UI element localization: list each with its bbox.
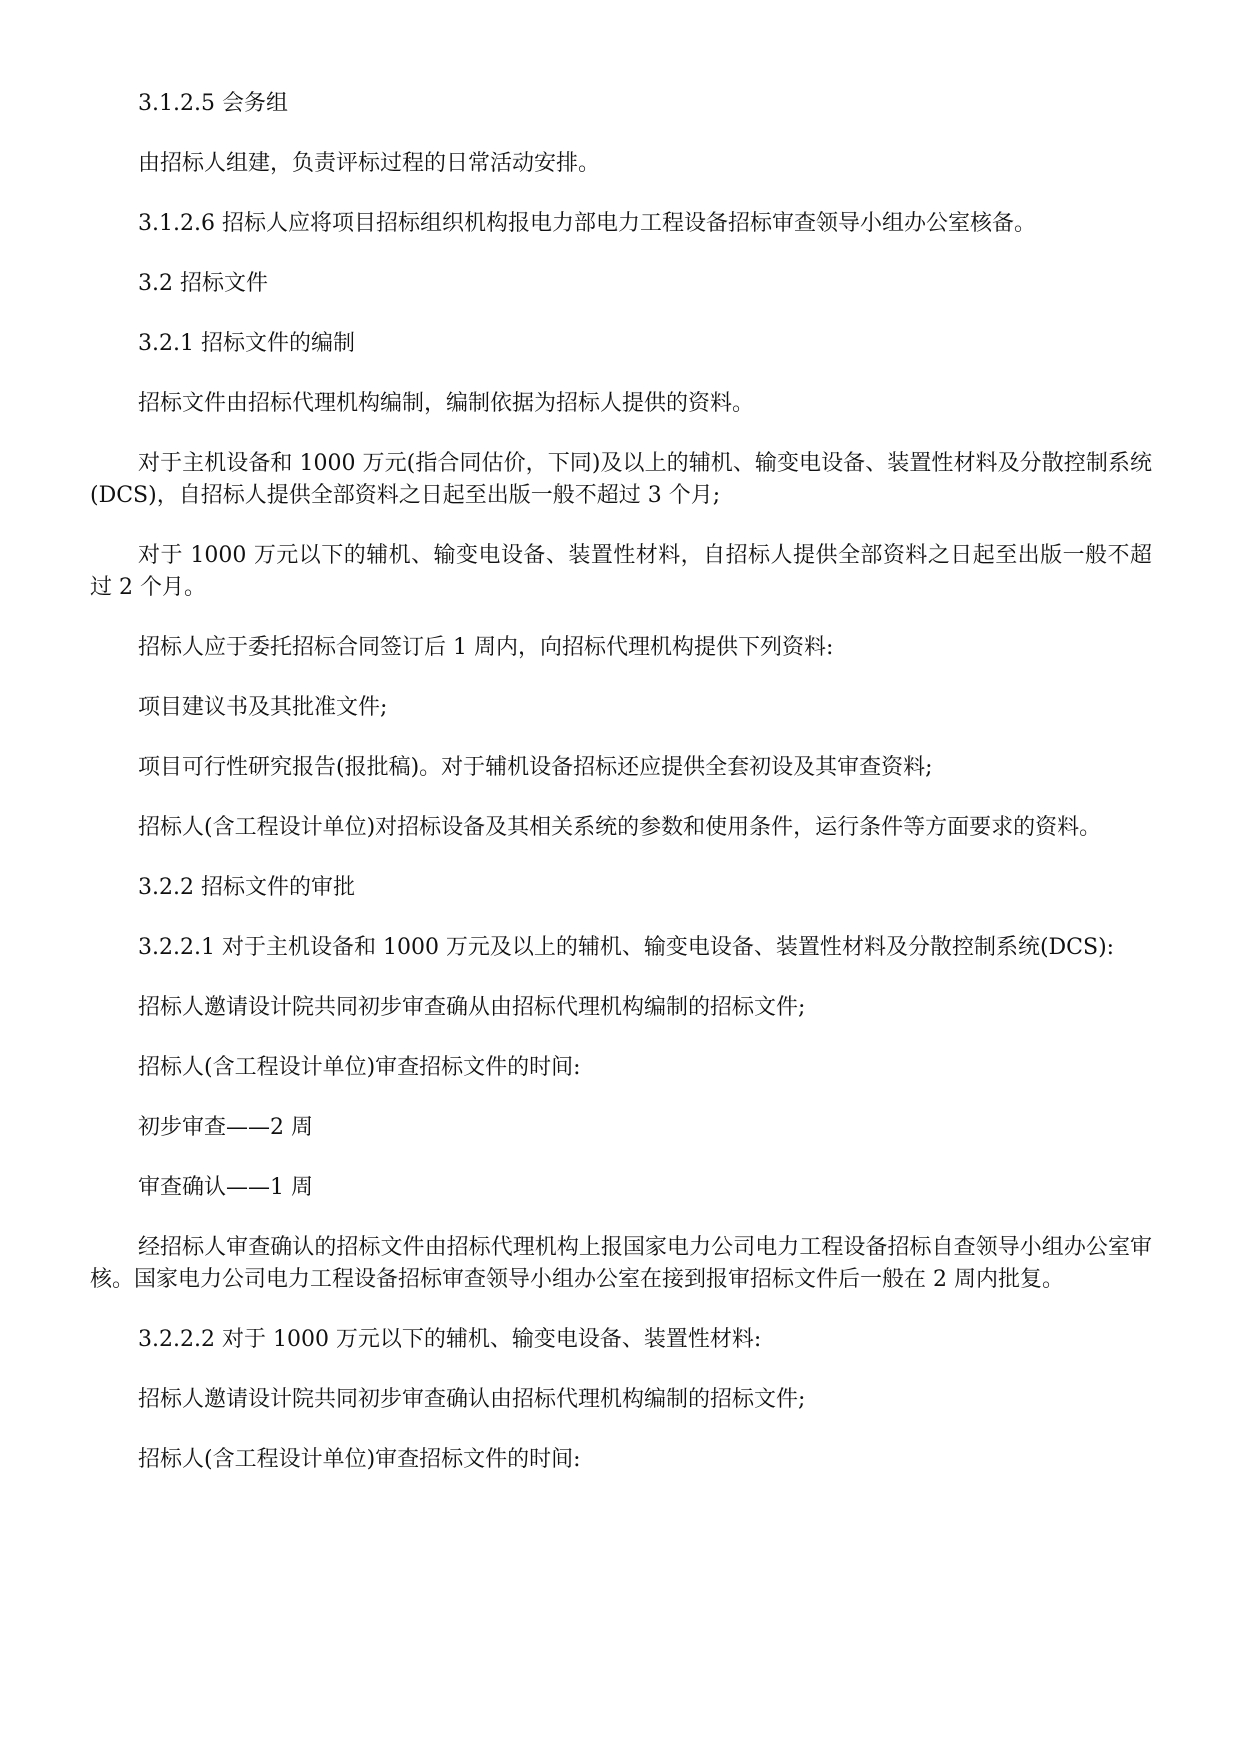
section-heading-3-1-2-5: 3.1.2.5 会务组: [138, 91, 288, 116]
list-item: 审查确认——1 周: [138, 1175, 313, 1200]
section-paragraph-3-2-2-1: 3.2.2.1 对于主机设备和 1000 万元及以上的辅机、输变电设备、装置性材料及分散控制系统(DCS):: [138, 935, 1115, 960]
section-heading-3-2: 3.2 招标文件: [138, 271, 268, 296]
paragraph: 招标人(含工程设计单位)审查招标文件的时间:: [138, 1447, 581, 1472]
paragraph: 对于 1000 万元以下的辅机、输变电设备、装置性材料，自招标人提供全部资料之日起至出版一般不超过 2 个月。: [90, 543, 1152, 600]
section-paragraph-3-1-2-6: 3.1.2.6 招标人应将项目招标组织机构报电力部电力工程设备招标审查领导小组办公室核备。: [138, 211, 1036, 236]
paragraph: 招标人应于委托招标合同签订后 1 周内，向招标代理机构提供下列资料:: [138, 635, 834, 660]
paragraph: 对于主机设备和 1000 万元(指合同估价，下同)及以上的辅机、输变电设备、装置性材料及分散控制系统(DCS)，自招标人提供全部资料之日起至出版一般不超过 3 个月;: [90, 451, 1152, 508]
list-item: 项目建议书及其批准文件;: [138, 695, 388, 720]
paragraph: 由招标人组建，负责评标过程的日常活动安排。: [138, 151, 601, 176]
list-item: 项目可行性研究报告(报批稿)。对于辅机设备招标还应提供全套初设及其审查资料;: [138, 755, 933, 780]
paragraph: 招标人(含工程设计单位)审查招标文件的时间:: [138, 1055, 581, 1080]
paragraph: 招标人邀请设计院共同初步审查确从由招标代理机构编制的招标文件;: [138, 995, 806, 1020]
paragraph: 经招标人审查确认的招标文件由招标代理机构上报国家电力公司电力工程设备招标自查领导小组办公室审核。国家电力公司电力工程设备招标审查领导小组办公室在接到报审招标文件后一般在 2 周内批复。: [90, 1235, 1152, 1292]
section-heading-3-2-1: 3.2.1 招标文件的编制: [138, 331, 355, 356]
paragraph: 招标人邀请设计院共同初步审查确认由招标代理机构编制的招标文件;: [138, 1387, 806, 1412]
list-item: 初步审查——2 周: [138, 1115, 313, 1140]
section-heading-3-2-2: 3.2.2 招标文件的审批: [138, 875, 355, 900]
section-paragraph-3-2-2-2: 3.2.2.2 对于 1000 万元以下的辅机、输变电设备、装置性材料:: [138, 1327, 762, 1352]
paragraph: 招标文件由招标代理机构编制，编制依据为招标人提供的资料。: [138, 391, 755, 416]
list-item: 招标人(含工程设计单位)对招标设备及其相关系统的参数和使用条件，运行条件等方面要求的资料。: [138, 815, 1102, 840]
document-body: [90, 88, 1152, 1504]
